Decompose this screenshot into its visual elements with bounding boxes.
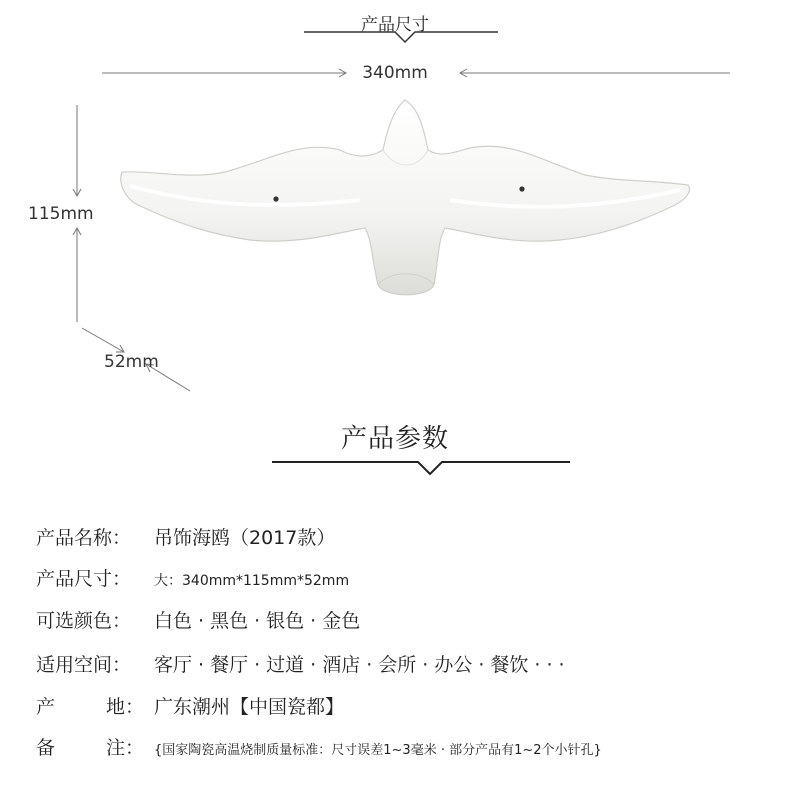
spec-row-spaces: 适用空间： 客厅 · 餐厅 · 过道 · 酒店 · 会所 · 办公 · 餐饮 · · · (36, 650, 571, 677)
size-section-title: 产品尺寸 (361, 15, 429, 35)
spec-row-colors: 可选颜色： 白色 · 黑色 · 银色 · 金色 (36, 606, 360, 633)
spec-label-part: 注： (106, 737, 145, 759)
spec-value: 340mm*115mm*52mm (182, 573, 350, 589)
params-section-title: 产品参数 (340, 424, 449, 454)
spec-label-part: 地： (106, 696, 145, 718)
spec-row-size (36, 564, 349, 591)
params-title-underline (272, 462, 570, 474)
spaces-trailing-dots: · · · (534, 654, 565, 676)
space-option: 客厅 (154, 654, 193, 676)
width-dimension-label: 340mm (362, 63, 428, 83)
depth-dimension-label: 52mm (104, 352, 159, 372)
spec-value: {国家陶瓷高温烧制质量标准：尺寸误差1~3毫米 · 部分产品有1~2个小针孔} (154, 743, 602, 758)
spec-label: 适用空间： (36, 654, 132, 676)
spec-label: 产品尺寸： (36, 568, 132, 590)
spec-row-name (36, 523, 335, 550)
color-option: 白色 (154, 610, 193, 632)
spec-value: 吊饰海鸥（2017款） (154, 527, 336, 549)
space-option: 会所 (378, 654, 417, 676)
space-option: 酒店 (322, 654, 361, 676)
space-option: 餐厅 (210, 654, 249, 676)
space-option: 餐饮 (490, 654, 529, 676)
space-option: 办公 (434, 654, 473, 676)
spec-row-origin (36, 692, 344, 719)
hanging-hole-right (519, 186, 524, 191)
seagull-product-image (121, 100, 690, 295)
color-option: 银色 (266, 610, 305, 632)
spec-size-prefix: 大： (154, 573, 182, 589)
color-option: 黑色 (210, 610, 249, 632)
hanging-hole-left (273, 196, 278, 201)
spec-value: 广东潮州【中国瓷都】 (154, 696, 345, 718)
spec-label: 可选颜色： (36, 610, 132, 632)
seagull-body (121, 100, 690, 295)
spec-label-part: 备 (36, 737, 56, 759)
spec-label-part: 产 (36, 696, 56, 718)
spec-row-note (36, 733, 602, 760)
height-dimension-label: 115mm (28, 204, 94, 224)
color-option: 金色 (322, 610, 361, 632)
space-option: 过道 (266, 654, 305, 676)
spec-label: 产品名称： (36, 527, 132, 549)
